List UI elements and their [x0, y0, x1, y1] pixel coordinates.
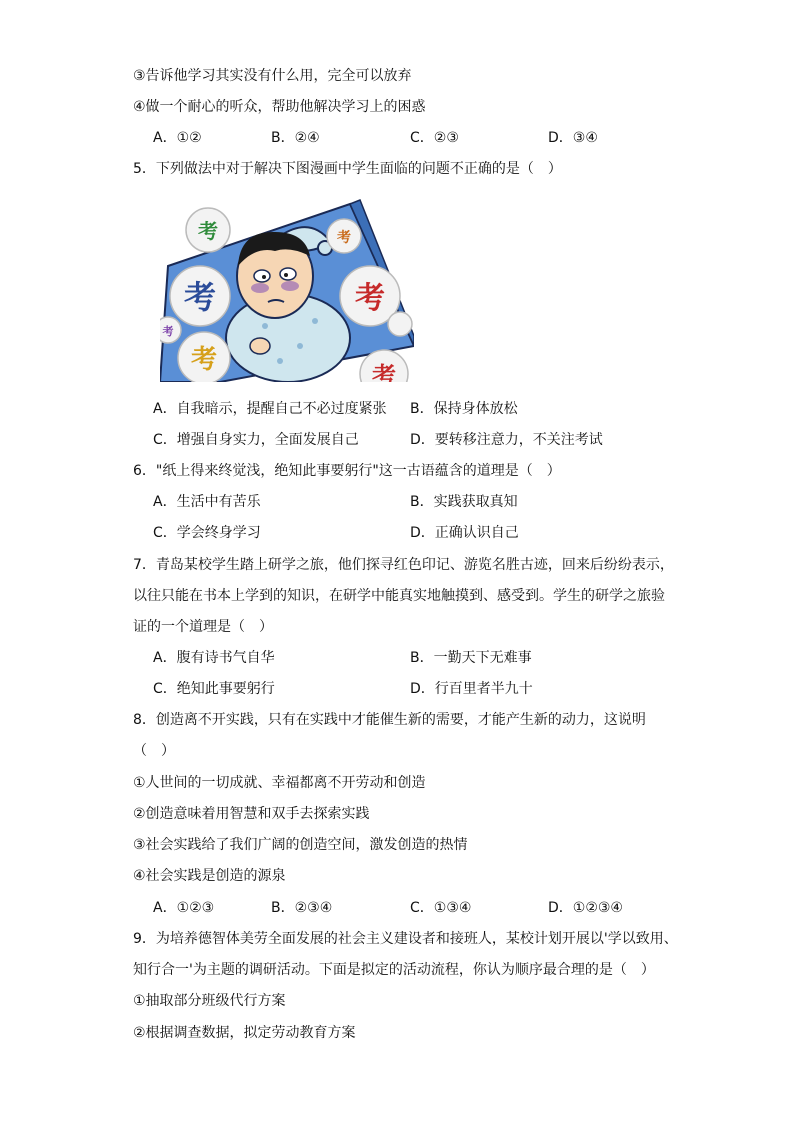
q8-statement-2: ②创造意味着用智慧和双手去探索实践: [133, 806, 370, 822]
q7-question-line-1: 7．青岛某校学生踏上研学之旅，他们探寻红色印记、游览名胜古迹，回来后纷纷表示，: [133, 557, 674, 573]
q8-option-a: A．①②③: [153, 900, 215, 916]
q8-option-d: D．①②③④: [548, 900, 623, 916]
q8-option-b: B．②③④: [271, 900, 333, 916]
comic-char-6: 考: [190, 345, 218, 375]
q5-option-d: D．要转移注意力，不关注考试: [410, 432, 603, 448]
q4-statement-4: ④做一个耐心的听众，帮助他解决学习上的困惑: [133, 99, 426, 115]
comic-char-3: 考: [183, 278, 217, 316]
q7-option-b: B．一勤天下无难事: [410, 650, 532, 666]
q8-statement-4: ④社会实践是创造的源泉: [133, 868, 286, 884]
q7-question-line-2: 以往只能在书本上学到的知识，在研学中能真实地触摸到、感受到。学生的研学之旅验: [133, 588, 665, 604]
q7-question-line-3: 证的一个道理是（ ）: [133, 619, 273, 635]
comic-illustration: [160, 196, 414, 382]
q8-question-line-2: （ ）: [133, 743, 175, 759]
q9-question-line-2: 知行合一'为主题的调研活动。下面是拟定的活动流程，你认为顺序最合理的是（ ）: [133, 962, 655, 978]
q8-option-c: C．①③④: [410, 900, 472, 916]
q6-option-d: D．正确认识自己: [410, 525, 519, 541]
comic-char-5: 考: [162, 325, 174, 338]
q4-option-a: A．①②: [153, 130, 202, 146]
q9-statement-2: ②根据调查数据，拟定劳动教育方案: [133, 1025, 356, 1041]
comic-char-4: 考: [355, 281, 385, 316]
q6-option-a: A．生活中有苦乐: [153, 494, 261, 510]
exam-stress-comic: [160, 196, 414, 382]
q6-option-c: C．学会终身学习: [153, 525, 261, 541]
q7-option-d: D．行百里者半九十: [410, 681, 533, 697]
q4-statement-3: ③告诉他学习其实没有什么用，完全可以放弃: [133, 68, 412, 84]
q9-statement-1: ①抽取部分班级代行方案: [133, 993, 286, 1009]
q7-option-a: A．腹有诗书气自华: [153, 650, 275, 666]
exam-bubble-6: [388, 312, 412, 336]
q4-option-c: C．②③: [410, 130, 459, 146]
q5-option-a: A．自我暗示，提醒自己不必过度紧张: [153, 401, 387, 417]
q8-question-line-1: 8．创造离不开实践，只有在实践中才能催生新的需要，才能产生新的动力，这说明: [133, 712, 646, 728]
q6-option-b: B．实践获取真知: [410, 494, 518, 510]
q5-option-c: C．增强自身实力，全面发展自己: [153, 432, 359, 448]
q4-option-b: B．②④: [271, 130, 320, 146]
q4-option-d: D．③④: [548, 130, 598, 146]
comic-char-7: 考: [372, 362, 396, 382]
q8-statement-3: ③社会实践给了我们广阔的创造空间，激发创造的热情: [133, 837, 468, 853]
comic-char-1: 考: [198, 219, 218, 243]
comic-char-2: 考: [337, 230, 351, 246]
q5-option-b: B．保持身体放松: [410, 401, 518, 417]
q8-statement-1: ①人世间的一切成就、幸福都离不开劳动和创造: [133, 775, 426, 791]
q6-question: 6．"纸上得来终觉浅，绝知此事要躬行"这一古语蕴含的道理是（ ）: [133, 463, 561, 479]
q9-question-line-1: 9．为培养德智体美劳全面发展的社会主义建设者和接班人，某校计划开展以'学以致用、: [133, 931, 678, 947]
q5-question: 5．下列做法中对于解决下图漫画中学生面临的问题不正确的是（ ）: [133, 161, 562, 177]
q7-option-c: C．绝知此事要躬行: [153, 681, 275, 697]
